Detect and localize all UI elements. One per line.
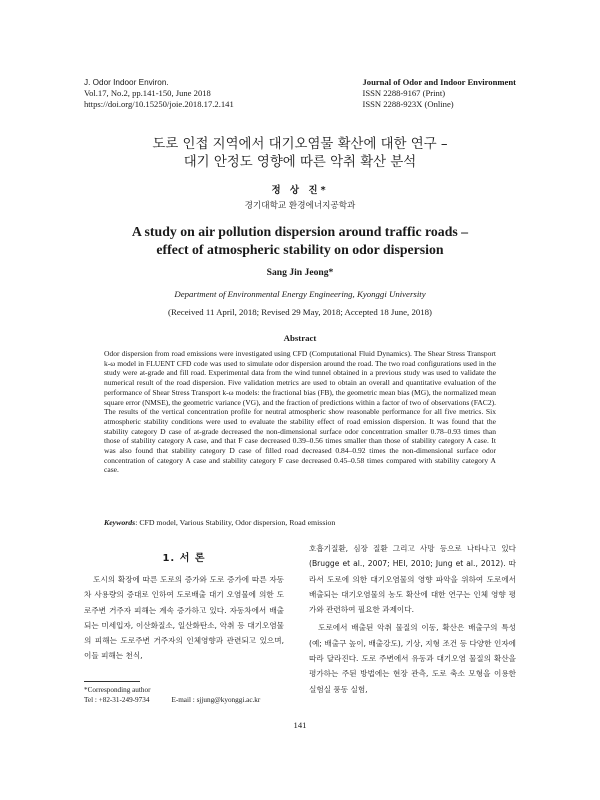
footnote (84, 686, 304, 705)
email: E-mail : sjjung@kyonggi.ac.kr (171, 695, 261, 704)
korean-title-line2: 대기 안정도 영향에 따른 악취 확산 분석 (183, 155, 417, 170)
abstract-body: Odor dispersion from road emissions were investigated using CFD (Computational Fluid Dynamics). The Shear Stress Transport k-ω model in FLUENT CFD code was used to simulate odor dispersion around the road. The two road configurations used in the study were at-grade and fill road. Experimental data from the wind tunnel obtained in a previous study was used to validate the numerical result of the road dispersion. Five validation metrics are used to obtain an overall and quantitative evaluation of the performance of Shear Stress Transport k-ω models: the fractional bias (FB), the geometric mean bias (MG), the normalized mean square error (NMSE), the geometric variance (VG), and the fraction of predictions within a factor of two of observations (FAC2). The results of the vertical concentration profile for neutral atmospheric show reasonable performance for all five metrics. Six atmospheric stability conditions were used to evaluate the stability effect of road emission dispersion. It was found that the stability category D case of at-grade decreased the non-dimensional surface odor concentration smaller 0.78–0.93 times than those of stability category A case, and that F case decreased 0.39–0.56 times smaller than those of stability category A case. It was also found that stability category D case of filled road decreased 0.84–0.92 times the non-dimensional surface odor concentration of category A case and stability category F case decreased 0.45–0.58 times compared with stability category A case. (104, 349, 496, 475)
keywords (104, 518, 496, 527)
volume-info: Vol.17, No.2, pp.141-150, June 2018 (84, 88, 211, 98)
english-title-line1: A study on air pollution dispersion around traffic roads – (131, 224, 469, 239)
english-affiliation: Department of Environmental Energy Engineering, Kyonggi University (174, 289, 426, 299)
telephone: Tel : +82-31-249-9734 (84, 695, 150, 704)
english-author: Sang Jin Jeong* (266, 267, 334, 278)
issn-online: ISSN 2288-923X (Online) (362, 99, 454, 109)
received-dates: (Received 11 April, 2018; Revised 29 May, 2018; Accepted 18 June, 2018) (168, 307, 432, 317)
intro-paragraph-1-continued: 호흡기질환, 심장 질환 그리고 사망 등으로 나타나고 있다(Brugge et al., 2007; HEI, 2010; Jung et al., 2012). 따라서 도로에 의한 대기오염물의 영향 파악을 위하여 도로에서 배출되는 대기오염물의 농도 확산에 대한 연구는 인체 영향 평가와 관련하여 필요한 과제이다. (309, 544, 516, 615)
korean-title-line1: 도로 인접 지역에서 대기오염물 확산에 대한 연구 – (152, 137, 448, 152)
korean-affiliation: 경기대학교 환경에너지공학과 (244, 201, 356, 211)
header-left (84, 77, 234, 110)
corresponding-author-note: *Corresponding author (84, 686, 151, 694)
korean-author: 정 상 진* (271, 185, 329, 196)
issn-print: ISSN 2288-9167 (Print) (362, 88, 446, 98)
abstract-heading: Abstract (283, 333, 317, 343)
intro-paragraph-1: 도시의 확장에 따른 도로의 증가와 도로 증가에 따른 자동차 사용량의 증대로 인하여 도로배출 대기 오염물에 의한 도로주변 거주자 피해는 계속 증가하고 있다. 자동차에서 배출되는 미세입자, 이산화질소, 일산화탄소, 악취 등 대기오염물의 피해는 도로주변 거주자의 인체영향과 관련되고 있으며, 이들 피해는 천식, (84, 575, 284, 661)
english-title-line2: effect of atmospheric stability on odor dispersion (156, 242, 444, 257)
page-number: 141 (293, 720, 307, 730)
left-column (84, 572, 284, 664)
journal-abbrev: J. Odor Indoor Environ. (84, 78, 169, 87)
footnote-divider (84, 681, 140, 682)
keywords-label: Keywords (104, 518, 136, 527)
journal-full-title: Journal of Odor and Indoor Environment (362, 77, 516, 87)
header-right (362, 77, 516, 110)
doi-link[interactable]: https://doi.org/10.15250/joie.2018.17.2.141 (84, 99, 234, 109)
keywords-list: : CFD model, Various Stability, Odor dispersion, Road emission (135, 518, 336, 527)
right-column (309, 541, 516, 697)
intro-paragraph-2: 도로에서 배출된 악취 물질의 이동, 확산은 배출구의 특성(예; 배출구 높이, 배출강도), 기상, 지형 조건 등 다양한 인자에 따라 달라진다. 도로 주변에서 유동과 대기오염 물질의 확산을 평가하는 주된 방법에는 현장 관측, 도로 축소 모형을 이용한 실험실 풍동 실험, (309, 623, 516, 694)
english-title (40, 223, 560, 259)
korean-title (40, 136, 560, 172)
section-heading-introduction: 1. 서 론 (162, 553, 206, 564)
